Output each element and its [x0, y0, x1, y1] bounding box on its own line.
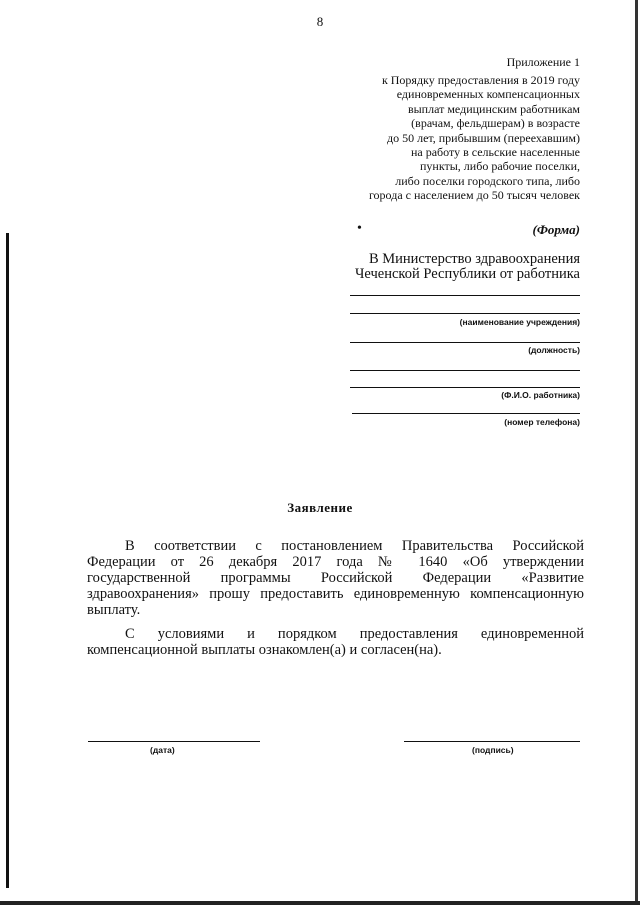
appendix-line: единовременных компенсационных	[396, 87, 580, 102]
document-title: Заявление	[287, 500, 353, 515]
scan-edge-bottom	[0, 901, 640, 905]
paragraph-line: компенсационной выплаты ознакомлен(а) и согласен(на).	[87, 642, 442, 658]
phone-line	[352, 413, 580, 414]
appendix-line: на работу в сельские населенные	[410, 145, 580, 160]
appendix-line: выплат медицинским работникам	[407, 101, 580, 116]
paragraph-line: здравоохранения» прошу предоставить единовременную компенсационную	[87, 586, 584, 602]
appendix-line: к Порядку предоставления в 2019 году	[381, 73, 580, 87]
institution-line	[350, 313, 580, 314]
consent-paragraph	[87, 626, 584, 658]
name-caption: (Ф.И.О. работника)	[501, 390, 580, 400]
paragraph-line: С условиями и порядком предоставления единовременной	[125, 626, 584, 642]
addressee	[355, 252, 580, 282]
blank-line	[350, 370, 580, 371]
position-line	[350, 342, 580, 343]
statement-paragraph	[87, 538, 584, 618]
name-line	[350, 387, 580, 388]
position-caption: (должность)	[528, 345, 580, 355]
appendix-line: либо поселки городского типа, либо	[395, 173, 580, 188]
form-label: (Форма)	[532, 222, 580, 237]
signature-caption: (подпись)	[472, 745, 514, 755]
appendix-line: (врачам, фельдшерам) в возрасте	[411, 116, 580, 131]
paragraph-line: выплату.	[87, 602, 141, 618]
date-caption: (дата)	[150, 745, 175, 755]
addressee-line: В Министерство здравоохранения	[368, 251, 580, 267]
blank-line	[350, 295, 580, 296]
institution-caption: (наименование учреждения)	[459, 317, 580, 327]
page-number: 8	[316, 14, 324, 29]
addressee-line: Чеченской Республики от работника	[355, 266, 580, 282]
phone-caption: (номер телефона)	[504, 417, 580, 427]
paragraph-line: В соответствии с постановлением Правительства Российской	[125, 538, 584, 554]
appendix-line: пункты, либо рабочие поселки,	[419, 159, 580, 174]
appendix-line: города с населением до 50 тысяч человек	[368, 188, 580, 203]
bullet-mark: •	[357, 221, 362, 236]
scan-edge-left	[6, 233, 9, 888]
signature-line	[404, 741, 580, 742]
paragraph-line: государственной программы Российской Федерации «Развитие	[87, 570, 584, 586]
appendix-title: Приложение 1	[506, 55, 580, 69]
date-line	[88, 741, 260, 742]
scan-edge-right	[635, 0, 638, 905]
appendix-reference	[280, 73, 580, 203]
paragraph-line: Федерации от 26 декабря 2017 года № 1640 «Об утверждении	[87, 554, 584, 570]
appendix-line: до 50 лет, прибывшим (переехавшим)	[386, 130, 580, 145]
